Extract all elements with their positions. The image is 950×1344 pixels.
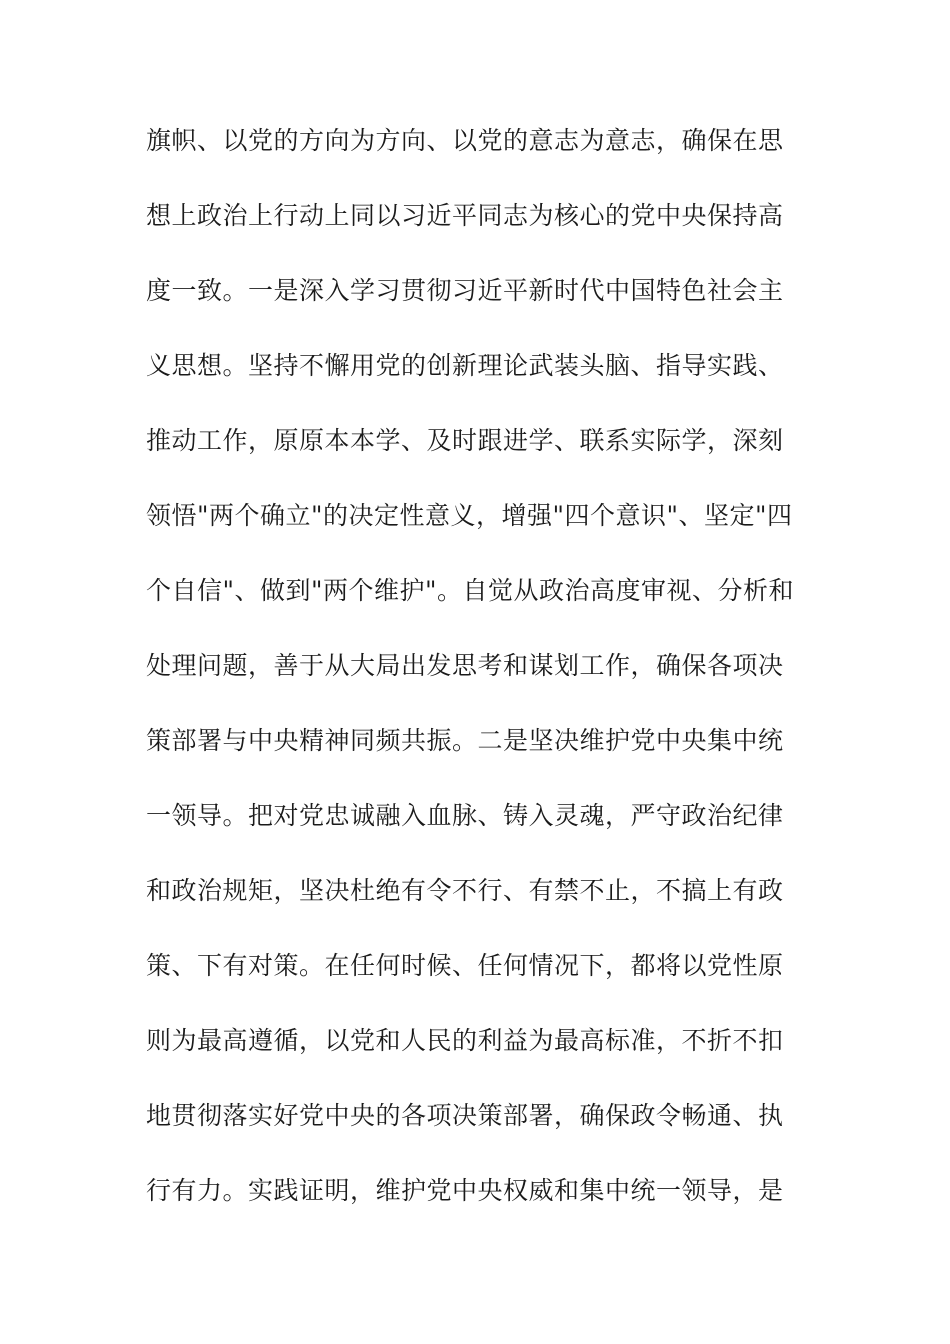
text-line: 地贯彻落实好党中央的各项决策部署，确保政令畅通、执 — [146, 1101, 784, 1130]
text-line: 则为最高遵循，以党和人民的利益为最高标准，不折不扣 — [146, 1026, 784, 1055]
text-line: 领悟"两个确立"的决定性意义，增强"四个意识"、坚定"四 — [146, 501, 793, 530]
text-line: 度一致。一是深入学习贯彻习近平新时代中国特色社会主 — [146, 276, 784, 305]
text-line: 一领导。把对党忠诚融入血脉、铸入灵魂，严守政治纪律 — [146, 801, 784, 830]
text-line: 策部署与中央精神同频共振。二是坚决维护党中央集中统 — [146, 726, 784, 755]
text-line: 个自信"、做到"两个维护"。自觉从政治高度审视、分析和 — [146, 576, 794, 605]
text-line: 旗帜、以党的方向为方向、以党的意志为意志，确保在思 — [146, 126, 784, 155]
text-line: 行有力。实践证明，维护党中央权威和集中统一领导，是 — [146, 1176, 784, 1205]
text-line: 想上政治上行动上同以习近平同志为核心的党中央保持高 — [146, 201, 784, 230]
text-line: 处理问题，善于从大局出发思考和谋划工作，确保各项决 — [146, 651, 784, 680]
body-paragraph — [146, 118, 806, 1243]
text-line: 义思想。坚持不懈用党的创新理论武装头脑、指导实践、 — [146, 351, 784, 380]
text-line: 策、下有对策。在任何时候、任何情况下，都将以党性原 — [146, 951, 784, 980]
text-line: 和政治规矩，坚决杜绝有令不行、有禁不止，不搞上有政 — [146, 876, 784, 905]
text-line: 推动工作，原原本本学、及时跟进学、联系实际学，深刻 — [146, 426, 784, 455]
